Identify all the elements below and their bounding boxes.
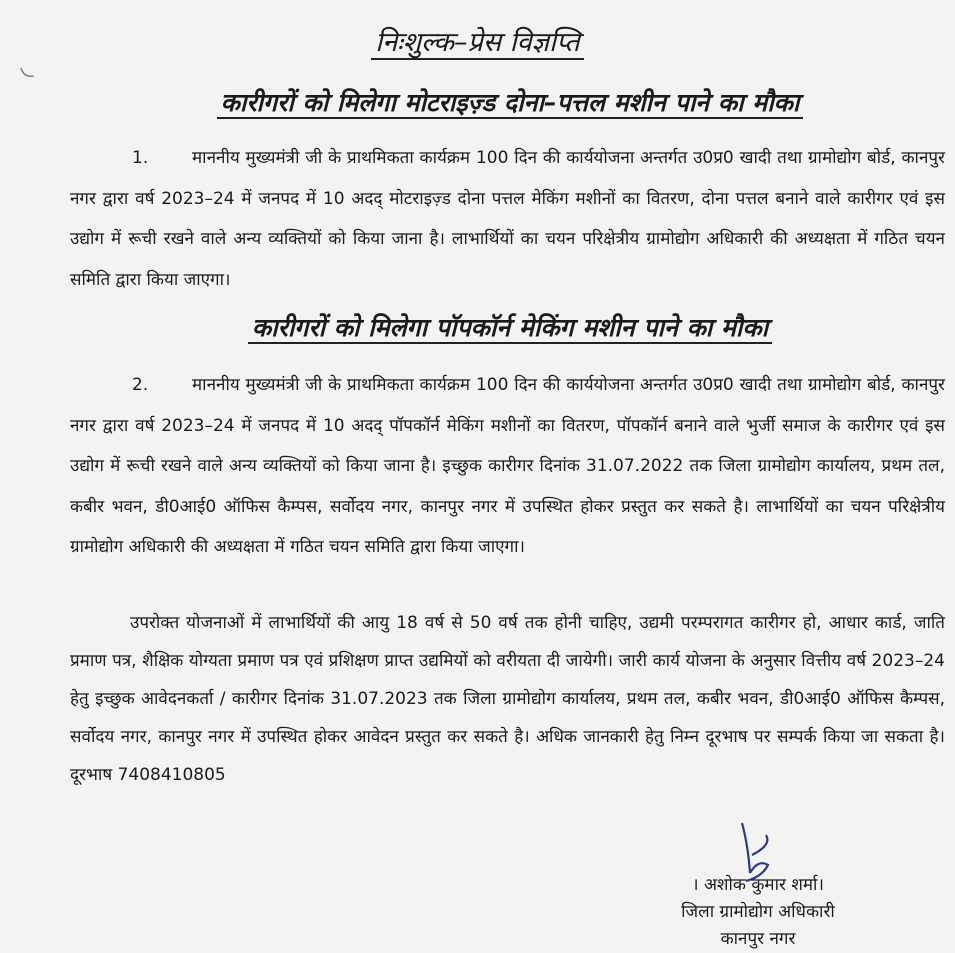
paragraph-2-number: 2. xyxy=(132,375,149,395)
paragraph-1 xyxy=(70,138,945,300)
signatory-name: । अशोक कुमार शर्मा। xyxy=(692,875,824,895)
signatory-location: कानपुर नगर xyxy=(720,929,796,949)
document-title-text: निःशुल्क–प्रेस विज्ञप्ति xyxy=(371,27,583,60)
paragraph-2-text: माननीय मुख्यमंत्री जी के प्राथमिकता कार्यक्रम 100 दिन की कार्ययोजना अन्तर्गत उ0प्र0 खादी तथा ग्रामोद्योग बोर्ड, कानपुर नगर द्वारा वर्ष 2023–24 में जनपद में 10 अदद् पॉपकॉर्न मेकिंग मशीनों का वितरण, पॉपकॉर्न बनाने वाले भुर्जी समाज के कारीगर एवं इस उद्योग में रूची रखने वाले अन्य व्यक्तियों को किया जाना है। इच्छुक कारीगर दिनांक 31.07.2022 तक जिला ग्रामोद्योग कार्यालय, प्रथम तल, कबीर भवन, डी0आई0 ऑफिस कैम्पस, सर्वोदय नगर, कानपुर नगर में उपस्थित होकर प्रस्तुत कर सकते है। लाभार्थियों का चयन परिक्षेत्रीय ग्रामोद्योग अधिकारी की अध्यक्षता में गठित चयन समिति द्वारा किया जाएगा। xyxy=(70,375,945,557)
heading-dona-pattal-text: कारीगरों को मिलेगा मोटराइज़्ड दोना–पत्तल मशीन पाने का मौका xyxy=(217,88,804,119)
paragraph-1-number: 1. xyxy=(132,148,149,168)
heading-popcorn-text: कारीगरों को मिलेगा पॉपकॉर्न मेकिंग मशीन पाने का मौका xyxy=(248,313,772,344)
paragraph-3-text: उपरोक्त योजनाओं में लाभार्थियों की आयु 18 वर्ष से 50 वर्ष तक होनी चाहिए, उद्यमी परम्परागत कारीगर हो, आधार कार्ड, जाति प्रमाण पत्र, शैक्षिक योग्यता प्रमाण पत्र एवं प्रशिक्षण प्राप्त उद्यमियों को वरीयता दी जायेगी। जारी कार्य योजना के अनुसार वित्तीय वर्ष 2023–24 हेतु इच्छुक आवेदनकर्ता / कारीगर दिनांक 31.07.2023 तक जिला ग्रामोद्योग कार्यालय, प्रथम तल, कबीर भवन, डी0आई0 ऑफिस कैम्पस, सर्वोदय नगर, कानपुर नगर में उपस्थित होकर आवेदन प्रस्तुत कर सकते है। अधिक जानकारी हेतु निम्न दूरभाष पर सम्पर्क किया जा सकता है। दूरभाष 7408410805 xyxy=(70,613,945,785)
paragraph-3 xyxy=(70,604,945,794)
paper-mark-icon xyxy=(18,64,38,84)
heading-popcorn xyxy=(0,310,955,344)
heading-dona-pattal xyxy=(0,85,955,119)
signature-block xyxy=(638,872,878,953)
paragraph-1-text: माननीय मुख्यमंत्री जी के प्राथमिकता कार्यक्रम 100 दिन की कार्ययोजना अन्तर्गत उ0प्र0 खादी तथा ग्रामोद्योग बोर्ड, कानपुर नगर द्वारा वर्ष 2023–24 में जनपद में 10 अदद् मोटराइज़्ड दोना पत्तल मेकिंग मशीनों का वितरण, दोना पत्तल बनाने वाले कारीगर एवं इस उद्योग में रूची रखने वाले अन्य व्यक्तियों को किया जाना है। लाभार्थियों का चयन परिक्षेत्रीय ग्रामोद्योग अधिकारी की अध्यक्षता में गठित चयन समिति द्वारा किया जाएगा। xyxy=(70,148,945,290)
signatory-designation: जिला ग्रामोद्योग अधिकारी xyxy=(681,902,835,922)
document-title xyxy=(0,22,955,59)
paragraph-2 xyxy=(70,365,945,568)
